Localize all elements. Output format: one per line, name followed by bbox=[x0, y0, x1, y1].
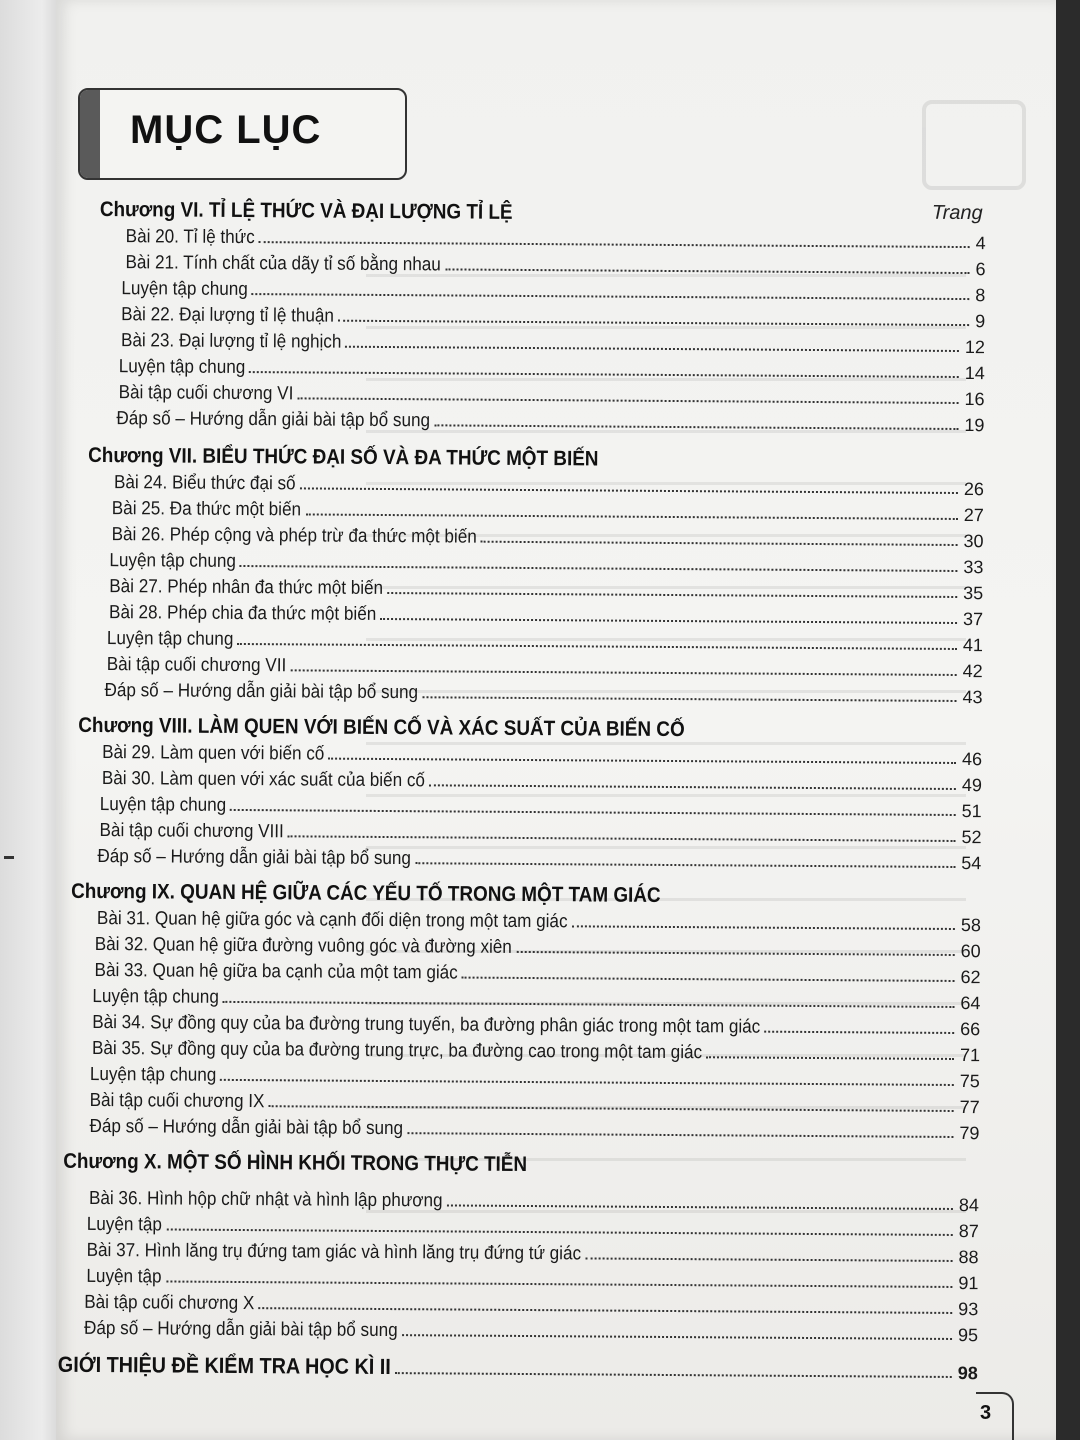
toc-page-number: 33 bbox=[963, 557, 984, 578]
toc-label: Bài 37. Hình lăng trụ đứng tam giác và hình lăng trụ đứng tứ giác bbox=[86, 1239, 582, 1265]
dot-leader bbox=[387, 592, 957, 598]
dot-leader bbox=[461, 977, 954, 982]
dot-leader bbox=[395, 1372, 952, 1378]
dot-leader bbox=[435, 424, 959, 430]
toc-page-number: 42 bbox=[962, 661, 983, 682]
toc-label: Chương VI. TỈ LỆ THỨC VÀ ĐẠI LƯỢNG TỈ LỆ bbox=[99, 197, 513, 224]
dot-leader bbox=[237, 643, 957, 650]
title-box bbox=[78, 88, 407, 180]
toc-label: Bài 28. Phép chia đa thức một biến bbox=[109, 602, 377, 625]
title-tab bbox=[80, 90, 100, 178]
toc-page-number: 87 bbox=[958, 1221, 979, 1242]
dot-leader bbox=[402, 1334, 952, 1340]
dot-leader bbox=[298, 397, 959, 404]
toc-page-number: 66 bbox=[960, 1019, 981, 1040]
toc-page-number: 98 bbox=[957, 1363, 978, 1384]
toc-page-number: 27 bbox=[963, 505, 984, 526]
dot-leader bbox=[445, 268, 969, 274]
toc-label: Bài tập cuối chương IX bbox=[89, 1089, 265, 1113]
dot-leader bbox=[269, 1105, 954, 1112]
toc-label: Bài 25. Đa thức một biến bbox=[111, 498, 302, 521]
toc-label: Luyện tập chung bbox=[109, 550, 236, 572]
toc-page-number: 37 bbox=[962, 609, 984, 630]
toc-label: Bài 21. Tính chất của dãy tỉ số bằng nhau bbox=[125, 252, 441, 276]
toc-label: Bài 34. Sự đồng quy của ba đường trung tuyến, ba đường phân giác trong một tam giác bbox=[92, 1011, 761, 1038]
page-column-header: Trang bbox=[931, 201, 983, 225]
toc-label: Đáp số – Hướng dẫn giải bài tập bổ sung bbox=[116, 408, 431, 432]
toc-page-number: 41 bbox=[962, 635, 983, 656]
toc-page-number: 84 bbox=[958, 1195, 980, 1216]
edge-mark bbox=[4, 856, 14, 859]
toc-page-number: 26 bbox=[963, 479, 985, 500]
dot-leader bbox=[380, 618, 957, 624]
dot-leader bbox=[288, 835, 956, 842]
dot-leader bbox=[345, 346, 959, 352]
toc-page-number: 12 bbox=[964, 337, 986, 358]
toc-label: Bài 35. Sự đồng quy của ba đường trung trực, ba đường cao trong một tam giác bbox=[91, 1037, 703, 1064]
toc-label: Chương VII. BIỂU THỨC ĐẠI SỐ VÀ ĐA THỨC MỘT BIẾN bbox=[88, 443, 599, 471]
toc-page-number: 64 bbox=[960, 993, 981, 1014]
dot-leader bbox=[223, 1001, 955, 1008]
dot-leader bbox=[447, 1204, 953, 1210]
dot-leader bbox=[305, 513, 957, 520]
dot-leader bbox=[259, 241, 969, 248]
dot-leader bbox=[166, 1280, 952, 1287]
toc-page-number: 35 bbox=[963, 583, 984, 604]
toc-page-number: 60 bbox=[960, 941, 981, 962]
page-title: MỤC LỤC bbox=[130, 108, 322, 152]
dot-leader bbox=[328, 758, 956, 764]
toc-label: Luyện tập chung bbox=[89, 1063, 217, 1086]
dot-leader bbox=[300, 487, 958, 494]
toc-label: Bài 20. Tỉ lệ thức bbox=[125, 226, 255, 249]
toc-page-number: 16 bbox=[964, 389, 985, 410]
toc-label: Đáp số – Hướng dẫn giải bài tập bổ sung bbox=[97, 845, 412, 870]
toc-label: Bài tập cuối chương VI bbox=[118, 382, 294, 405]
toc-label: Bài 26. Phép cộng và phép trừ đa thức một biến bbox=[111, 524, 477, 548]
dot-leader bbox=[291, 669, 957, 676]
toc-label: Bài 31. Quan hệ giữa góc và cạnh đối diện trong một tam giác bbox=[96, 907, 568, 933]
toc-page-number: 79 bbox=[959, 1123, 980, 1144]
page-number-tab bbox=[976, 1392, 1014, 1440]
toc-label: Luyện tập chung bbox=[121, 278, 248, 301]
toc-page-number: 88 bbox=[958, 1247, 979, 1268]
toc-label: Luyện tập chung bbox=[92, 985, 219, 1008]
toc-page-number: 54 bbox=[961, 853, 982, 874]
toc-page-number: 19 bbox=[964, 415, 985, 436]
toc-label: Chương IX. QUAN HỆ GIỮA CÁC YẾU TỐ TRONG MỘT TAM GIÁC bbox=[71, 879, 661, 907]
toc-label: Bài 24. Biểu thức đại số bbox=[113, 472, 296, 495]
toc-page-number: 4 bbox=[975, 233, 986, 254]
toc-page-number: 6 bbox=[975, 259, 986, 280]
toc-page-number: 8 bbox=[975, 285, 986, 306]
dot-leader bbox=[240, 565, 958, 572]
toc-label: Bài 22. Đại lượng tỉ lệ thuận bbox=[121, 304, 335, 327]
toc-page-number: 95 bbox=[957, 1325, 979, 1346]
toc-page-number: 46 bbox=[961, 749, 983, 770]
dot-leader bbox=[429, 784, 956, 790]
dot-leader bbox=[706, 1056, 954, 1060]
toc-label: GIỚI THIỆU ĐỀ KIỂM TRA HỌC KÌ II bbox=[57, 1351, 391, 1380]
toc-label: Đáp số – Hướng dẫn giải bài tập bổ sung bbox=[89, 1115, 404, 1140]
toc-label: Đáp số – Hướng dẫn giải bài tập bổ sung bbox=[84, 1317, 398, 1342]
dot-leader bbox=[765, 1031, 955, 1034]
dot-leader bbox=[220, 1079, 954, 1086]
toc-label: Luyện tập chung bbox=[118, 356, 246, 379]
toc-page-number: 30 bbox=[963, 531, 984, 552]
toc-label: Bài 33. Quan hệ giữa ba cạnh của một tam giác bbox=[94, 959, 458, 984]
toc-page-number: 43 bbox=[962, 687, 983, 708]
toc-label: Luyện tập chung bbox=[99, 794, 227, 816]
dot-leader bbox=[423, 696, 957, 702]
toc-label: Bài tập cuối chương VII bbox=[106, 654, 287, 677]
toc-label: Bài 23. Đại lượng tỉ lệ nghịch bbox=[120, 330, 342, 353]
dot-leader bbox=[230, 809, 956, 816]
toc-label: Chương VIII. LÀM QUEN VỚI BIẾN CỐ VÀ XÁC SUẤT CỦA BIẾN CỐ bbox=[78, 713, 685, 742]
toc-page-number: 14 bbox=[964, 363, 985, 384]
dot-leader bbox=[251, 293, 969, 300]
toc-page-number: 91 bbox=[958, 1273, 979, 1294]
dot-leader bbox=[572, 925, 955, 930]
dot-leader bbox=[167, 1228, 953, 1235]
toc-page-number: 58 bbox=[960, 915, 982, 936]
adjacent-page-edge bbox=[0, 0, 60, 1440]
toc-label: Bài 32. Quan hệ giữa đường vuông góc và đường xiên bbox=[94, 933, 512, 958]
toc-label: Luyện tập bbox=[86, 1213, 163, 1236]
dot-leader bbox=[258, 1307, 952, 1314]
toc-page-number: 77 bbox=[959, 1097, 980, 1118]
toc-page-number: 62 bbox=[960, 967, 981, 988]
toc-label: Bài 36. Hình hộp chữ nhật và hình lập phương bbox=[88, 1187, 443, 1212]
toc-label: Bài 27. Phép nhân đa thức một biến bbox=[109, 576, 384, 599]
toc-page-number: 93 bbox=[958, 1299, 979, 1320]
dot-leader bbox=[481, 541, 958, 546]
toc-label: Bài tập cuối chương VIII bbox=[99, 820, 284, 843]
toc-label: Bài 29. Làm quen với biến cố bbox=[102, 742, 325, 765]
toc-page-number: 51 bbox=[961, 801, 982, 822]
dot-leader bbox=[408, 1132, 954, 1138]
dot-leader bbox=[516, 951, 954, 956]
toc-label: Luyện tập bbox=[86, 1265, 162, 1288]
toc-label: Chương X. MỘT SỐ HÌNH KHỐI TRONG THỰC TIỄN bbox=[63, 1149, 528, 1177]
dot-leader bbox=[586, 1257, 953, 1262]
dot-leader bbox=[415, 862, 955, 868]
toc-label: Đáp số – Hướng dẫn giải bài tập bổ sung bbox=[104, 680, 419, 704]
dot-leader bbox=[339, 320, 970, 326]
toc-page-number: 52 bbox=[961, 827, 982, 848]
toc-label: Bài 30. Làm quen với xác suất của biến cố bbox=[101, 768, 426, 792]
toc-label: Luyện tập chung bbox=[106, 628, 234, 650]
dot-leader bbox=[249, 371, 959, 378]
toc-page-number: 9 bbox=[975, 311, 986, 332]
toc-label: Bài tập cuối chương X bbox=[84, 1291, 255, 1315]
toc-page-number: 49 bbox=[961, 775, 982, 796]
toc-page-number: 71 bbox=[959, 1045, 981, 1066]
toc-page-number: 75 bbox=[959, 1071, 980, 1092]
page-number: 3 bbox=[980, 1402, 992, 1424]
bleed-through-badge bbox=[922, 100, 1026, 190]
